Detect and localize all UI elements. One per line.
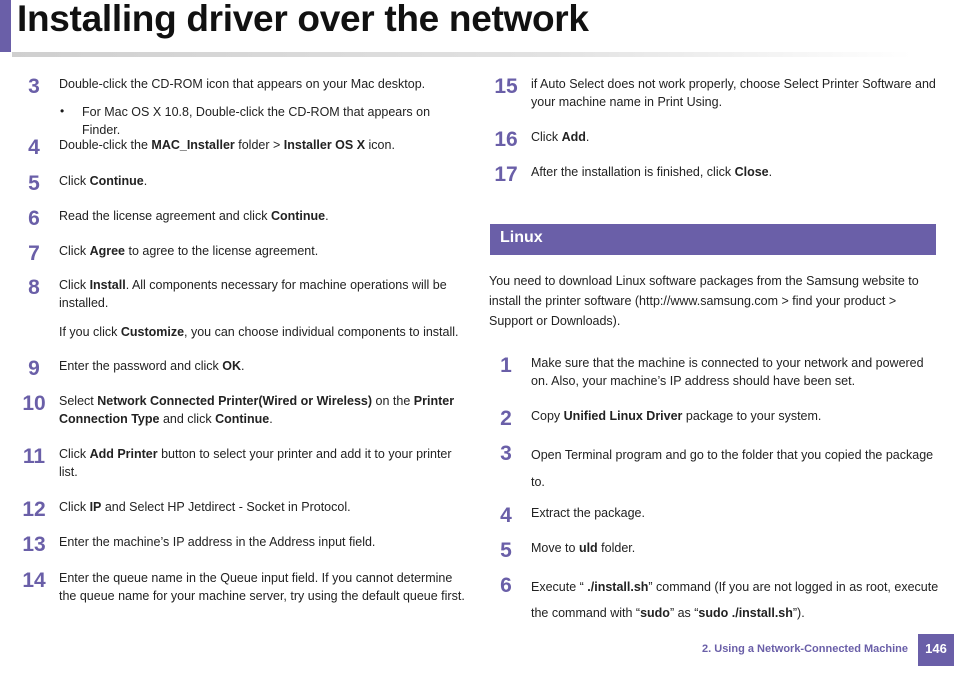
mac-seg: Continue (89, 174, 144, 188)
linux-seg: Copy (531, 409, 564, 423)
mac-step-text (59, 75, 469, 93)
mac-seg: Click (59, 500, 90, 514)
linux-step-text (531, 539, 939, 557)
mac-step-number: 13 (22, 533, 46, 556)
page-title: Installing driver over the network (17, 0, 589, 39)
mac-seg: Click (531, 130, 562, 144)
linux-seg: Make sure that the machine is connected to your network and powered on. Also, your machine’s IP address should have been set. (531, 356, 924, 388)
mac-seg: . (269, 412, 273, 426)
mac-step-text (59, 242, 469, 260)
mac-seg: Enter the machine’s IP address in the Address input field. (59, 535, 376, 549)
linux-seg: Unified Linux Driver (563, 409, 683, 423)
mac-seg: MAC_Installer (151, 138, 235, 152)
linux-step-number: 4 (500, 504, 512, 527)
linux-seg: ”). (792, 606, 805, 620)
footer-chapter: 2. Using a Network-Connected Machine (702, 643, 908, 655)
mac-step-number: 3 (28, 75, 40, 98)
mac-step-text (59, 207, 469, 225)
mac-seg: Add (561, 130, 586, 144)
linux-seg: sudo (640, 606, 670, 620)
mac-seg: to agree to the license agreement. (125, 244, 319, 258)
mac-seg: IP (89, 500, 102, 514)
mac-seg: icon. (365, 138, 395, 152)
mac-seg: . (585, 130, 590, 144)
mac-step-text (531, 163, 939, 181)
linux-section-header (490, 224, 936, 255)
mac-seg: Printer Connection Type (59, 394, 455, 426)
mac-step-number: 8 (28, 276, 40, 299)
mac-seg: . (325, 209, 329, 223)
mac-step-text (59, 445, 469, 481)
mac-step-text (59, 392, 469, 428)
linux-seg: Move to (531, 541, 579, 555)
mac-seg: . (241, 359, 245, 373)
accent-bar (0, 0, 11, 52)
linux-step-text (531, 574, 939, 626)
mac-step-number: 12 (22, 498, 46, 521)
mac-seg: After the installation is finished, click (531, 165, 735, 179)
linux-seg: uld (578, 541, 598, 555)
title-rule (12, 52, 912, 57)
mac-seg: Agree (89, 244, 125, 258)
linux-step-number: 6 (500, 574, 512, 597)
mac-seg: folder > (234, 138, 284, 152)
mac-seg: Install (89, 278, 126, 292)
linux-step-text (531, 407, 939, 425)
mac-seg: . (768, 165, 773, 179)
mac-seg: Click (59, 174, 90, 188)
page-number: 146 (918, 634, 954, 666)
mac-step-number: 9 (28, 357, 40, 380)
mac-seg: . All components necessary for machine operations will be installed. (59, 278, 447, 310)
mac-seg: OK (222, 359, 242, 373)
mac-seg: if Auto Select does not work properly, choose Select Printer Software and your machine name in Print Using. (531, 77, 936, 109)
mac-seg: Customize (120, 325, 185, 339)
mac-seg: Click (59, 278, 90, 292)
mac-step-number: 11 (22, 445, 46, 468)
mac-step-number: 14 (22, 569, 46, 592)
linux-seg: ” as “ (669, 606, 699, 620)
linux-step-number: 5 (500, 539, 512, 562)
linux-step-number: 1 (500, 354, 512, 377)
linux-seg: Extract the package. (531, 506, 645, 520)
mac-seg: Add Printer (89, 447, 158, 461)
mac-seg: , you can choose individual components to install. (184, 325, 459, 339)
mac-seg: and Select HP Jetdirect - Socket in Protocol. (101, 500, 351, 514)
mac-step-number: 6 (28, 207, 40, 230)
mac-seg: button to select your printer and add it to your printer list. (59, 447, 452, 479)
mac-seg: on the (372, 394, 414, 408)
bullet-icon: • (60, 104, 65, 118)
linux-step-text (531, 442, 939, 496)
mac-seg: Network Connected Printer(Wired or Wireless) (97, 394, 373, 408)
mac-seg: Enter the queue name in the Queue input field. If you cannot determine the queue name for your machine server, try using the default queue first. (59, 571, 465, 603)
mac-step-number: 16 (494, 128, 518, 151)
linux-step-number: 2 (500, 407, 512, 430)
mac-seg: Read the license agreement and click (59, 209, 271, 223)
mac-step-number: 17 (494, 163, 518, 186)
linux-seg: package to your system. (682, 409, 822, 423)
mac-seg: Double-click the (59, 138, 152, 152)
mac-bullet-text: For Mac OS X 10.8, Double-click the CD-ROM that appears on Finder. (82, 105, 431, 137)
mac-seg: Continue (270, 209, 326, 223)
mac-seg: Continue (215, 412, 270, 426)
mac-step-number: 15 (494, 75, 518, 98)
mac-step-number: 7 (28, 242, 40, 265)
mac-seg: Installer OS X (283, 138, 366, 152)
linux-step-number: 3 (500, 442, 512, 465)
linux-seg: ./install.sh (587, 580, 649, 594)
linux-seg: ” command (If you are not logged in as root, execute the command with “ (531, 580, 939, 620)
linux-seg: sudo ./install.sh (698, 606, 793, 620)
mac-step-text (59, 498, 469, 516)
linux-seg: folder. (597, 541, 636, 555)
linux-step-text (531, 354, 939, 390)
mac-step-text (59, 172, 469, 190)
mac-step-text (531, 128, 939, 146)
mac-seg: Select (59, 394, 98, 408)
linux-heading: Linux (500, 229, 543, 246)
mac-seg: Close (734, 165, 769, 179)
mac-seg: and click (159, 412, 216, 426)
mac-step-text (59, 357, 469, 375)
mac-seg: Enter the password and click (59, 359, 223, 373)
mac-seg: Click (59, 447, 90, 461)
mac-step-text (59, 276, 469, 312)
mac-step-text (531, 75, 939, 111)
mac-step-text (59, 569, 469, 605)
mac-seg: Double-click the CD-ROM icon that appears on your Mac desktop. (59, 77, 426, 91)
linux-step-text (531, 504, 939, 522)
mac-step-number: 4 (28, 136, 40, 159)
mac-step-number: 10 (22, 392, 46, 415)
mac-step-text (59, 533, 469, 551)
mac-seg: Click (59, 244, 90, 258)
mac-step-text (59, 136, 469, 154)
linux-intro: You need to download Linux software packages from the Samsung website to install the printer software (http://www.samsung.com > find your product > Support or Downloads). (489, 274, 919, 328)
mac-step-number: 5 (28, 172, 40, 195)
mac-seg: If you click (59, 325, 121, 339)
mac-seg: . (143, 174, 148, 188)
mac-step-note (59, 323, 479, 341)
linux-seg: Execute “ (531, 580, 588, 594)
linux-seg: Open Terminal program and go to the folder that you copied the package to. (531, 448, 934, 489)
